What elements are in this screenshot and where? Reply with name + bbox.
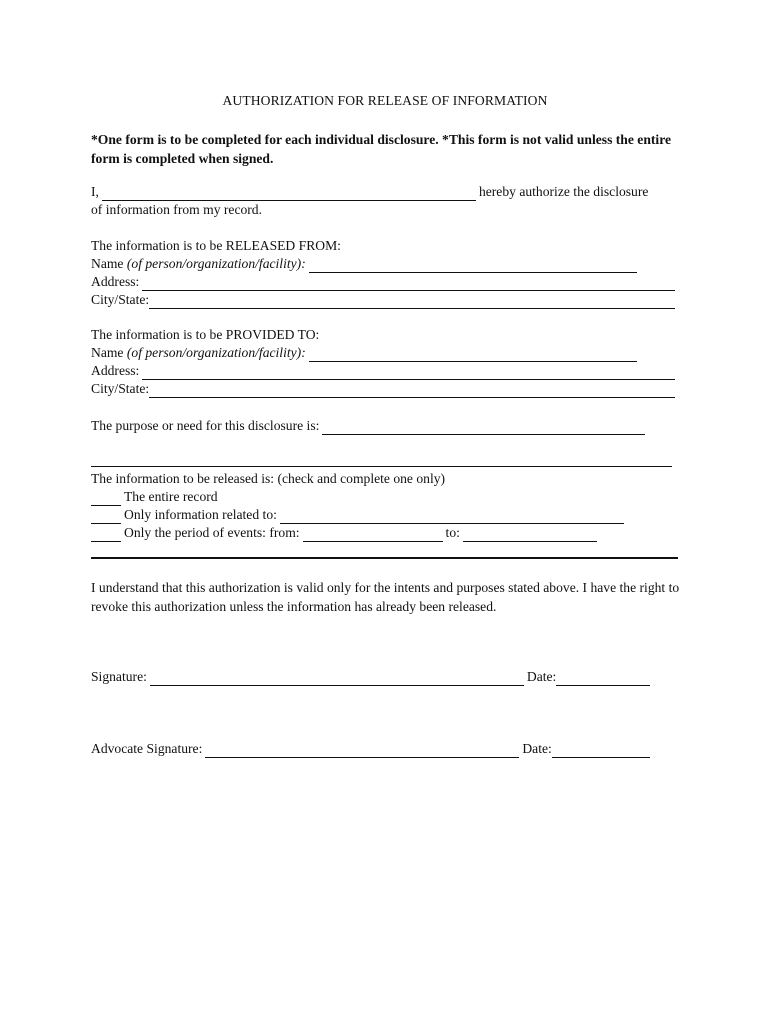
release-option-1-row <box>91 488 678 506</box>
advocate-date-label: Date: <box>522 741 552 756</box>
intro-prefix: I, <box>91 184 99 199</box>
release-heading-row <box>91 470 678 488</box>
form-instructions: *One form is to be completed for each individual disclosure. *This form is not valid unless the entire form is completed when signed. <box>91 132 672 166</box>
intro-line2: of information from my record. <box>91 202 263 217</box>
advocate-signature-label: Advocate Signature: <box>91 741 203 756</box>
provided-to-address-field[interactable] <box>142 366 675 380</box>
understanding-text: I understand that this authorization is valid only for the intents and purposes stated above. I have the right to revoke this authorization unless the information has already been released. <box>91 580 680 614</box>
option-period-label: Only the period of events: from: <box>124 525 300 540</box>
released-from-address-label: Address: <box>91 274 140 289</box>
period-to-field[interactable] <box>463 528 597 542</box>
period-from-field[interactable] <box>303 528 443 542</box>
signature-label: Signature: <box>91 669 147 684</box>
provided-to-address-row <box>91 362 678 380</box>
purpose-field-line-2[interactable] <box>91 466 672 467</box>
release-option-2-row <box>91 506 678 524</box>
advocate-signature-row <box>91 740 678 758</box>
released-from-address-row <box>91 273 678 291</box>
intro-line-2 <box>91 201 678 219</box>
purpose-field[interactable] <box>322 421 645 435</box>
advocate-date-field[interactable] <box>552 744 650 758</box>
provided-to-name-row <box>91 344 678 362</box>
intro-line <box>91 183 678 201</box>
provided-to-name-label: Name <box>91 345 124 360</box>
released-from-name-field[interactable] <box>309 259 637 273</box>
option-entire-record-label: The entire record <box>124 489 218 504</box>
released-from-name-hint: (of person/organization/facility): <box>126 256 306 271</box>
option-related-checkbox[interactable] <box>91 510 121 524</box>
form-title: AUTHORIZATION FOR RELEASE OF INFORMATION <box>222 93 548 108</box>
released-from-city-label: City/State: <box>91 292 150 307</box>
signature-date-label: Date: <box>526 669 557 684</box>
option-entire-record-checkbox[interactable] <box>91 492 121 506</box>
released-from-heading-row <box>91 237 678 255</box>
released-from-city-row <box>91 291 678 309</box>
patient-name-field[interactable] <box>102 187 476 201</box>
purpose-label: The purpose or need for this disclosure is: <box>91 418 320 433</box>
purpose-row <box>91 417 678 435</box>
signature-row <box>91 668 678 686</box>
provided-to-name-field[interactable] <box>309 348 637 362</box>
released-from-name-row <box>91 255 678 273</box>
intro-suffix: hereby authorize the disclosure <box>478 184 649 199</box>
provided-to-city-label: City/State: <box>91 381 150 396</box>
provided-to-city-row <box>91 380 678 398</box>
release-heading: The information to be released is: (check and complete one only) <box>91 471 446 486</box>
provided-to-heading: The information is to be PROVIDED TO: <box>91 327 320 342</box>
release-option-3-row <box>91 524 678 542</box>
related-info-field[interactable] <box>280 510 624 524</box>
option-related-label: Only information related to: <box>124 507 277 522</box>
released-from-address-field[interactable] <box>142 277 675 291</box>
released-from-heading: The information is to be RELEASED FROM: <box>91 238 341 253</box>
provided-to-city-field[interactable] <box>149 384 675 398</box>
provided-to-heading-row <box>91 326 678 344</box>
released-from-name-label: Name <box>91 256 124 271</box>
option-period-checkbox[interactable] <box>91 528 121 542</box>
released-from-city-field[interactable] <box>149 295 675 309</box>
option-period-to-label: to: <box>445 525 460 540</box>
provided-to-name-hint: (of person/organization/facility): <box>126 345 306 360</box>
section-divider <box>91 557 678 559</box>
signature-date-field[interactable] <box>556 672 650 686</box>
signature-field[interactable] <box>150 672 524 686</box>
advocate-signature-field[interactable] <box>205 744 519 758</box>
provided-to-address-label: Address: <box>91 363 140 378</box>
